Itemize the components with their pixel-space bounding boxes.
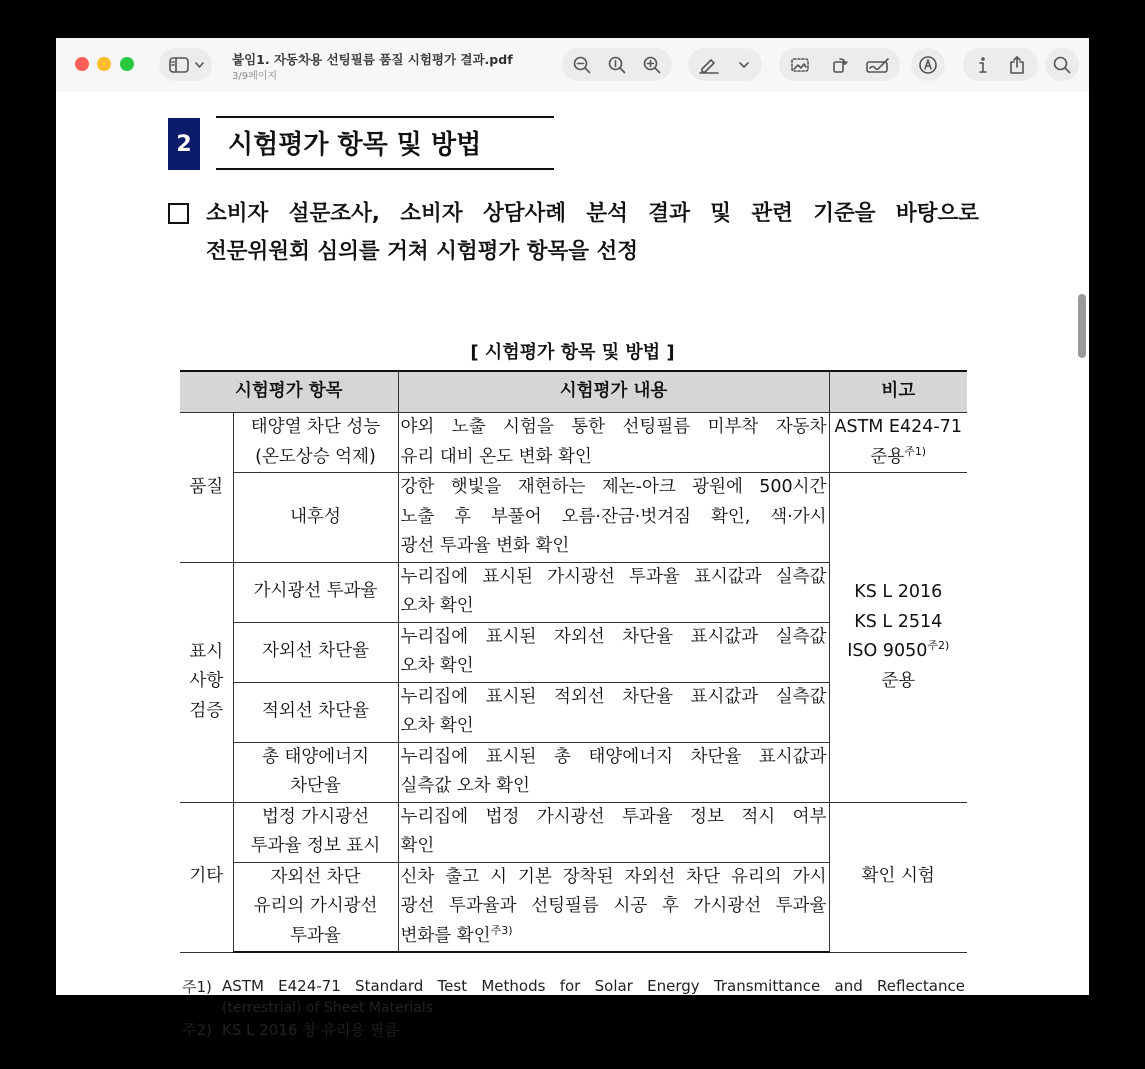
info-button[interactable] xyxy=(968,48,998,81)
content-cell: 누리집에 법정 가시광선 투과율 정보 적시 여부 확인 xyxy=(398,802,829,862)
footnote-continuation: (terrestrial) of Sheet Materials xyxy=(222,1000,433,1016)
scrollbar-thumb[interactable] xyxy=(1078,294,1086,358)
zoom-fit-button[interactable] xyxy=(602,48,632,81)
bullet-word: 분석 xyxy=(586,201,628,226)
section-number: 2 xyxy=(168,118,200,170)
highlight-menu-button[interactable] xyxy=(732,48,756,81)
zoom-fit-icon xyxy=(608,56,626,74)
bullet-word: 소비자 xyxy=(206,201,269,226)
bullet-word: 상담사례 xyxy=(482,201,567,226)
content-cell: 누리집에 표시된 자외선 차단율 표시값과 실측값 오차 확인 xyxy=(398,622,829,682)
bullet-word: 설문조사, xyxy=(288,201,380,226)
zoom-in-button[interactable] xyxy=(637,48,667,81)
bullet-word: 바탕으로 xyxy=(895,201,979,226)
footnotes xyxy=(182,976,965,1040)
chevron-down-icon xyxy=(739,62,749,68)
content-cell: 누리집에 표시된 총 태양에너지 차단율 표시값과 실측값 오차 확인 xyxy=(398,742,829,802)
highlight-button[interactable] xyxy=(694,48,724,81)
footnote-text: KS L 2016 창 유리용 필름 xyxy=(222,1021,399,1039)
group-label-verify: 표시 사항 검증 xyxy=(180,562,233,802)
item-cell: 내후성 xyxy=(233,473,398,563)
group-quality: 품질 xyxy=(180,413,233,563)
content-cell: 강한 햇빛을 재현하는 제논-아크 광원에 500시간 노출 후 부풀어 오름·잔금·벗겨짐 확인, 색·가시 광선 투과율 변화 확인 xyxy=(398,473,829,563)
fullscreen-button[interactable] xyxy=(120,57,134,71)
crop-button[interactable] xyxy=(785,48,815,81)
bullet-word: 결과 xyxy=(648,201,690,226)
remark-cell: KS L 2016 KS L 2514 ISO $9050^{주2)}$ 준용 xyxy=(829,473,967,803)
markup-icon xyxy=(913,48,943,81)
content-cell: 야외 노출 시험을 통한 선팅필름 미부착 자동차 유리 대비 온도 변화 확인 xyxy=(398,413,829,473)
pen-icon xyxy=(699,56,719,74)
item-cell: 가시광선 투과율 xyxy=(233,562,398,622)
info-icon xyxy=(976,56,990,74)
remark-cell: 확인 시험 xyxy=(829,802,967,952)
page-indicator: 3/9페이지 xyxy=(232,71,278,82)
content-cell: 누리집에 표시된 가시광선 투과율 표시값과 실측값 오차 확인 xyxy=(398,562,829,622)
sidebar-icon xyxy=(166,48,192,81)
zoom-out-icon xyxy=(573,56,591,74)
table-row xyxy=(180,473,967,563)
header-item: 시험평가 항목 xyxy=(180,371,398,413)
group-other: 기타 xyxy=(180,802,233,952)
bullet-word: 소비자 xyxy=(400,201,463,226)
section-title: 시험평가 항목 및 방법 xyxy=(216,116,554,170)
footnote-text: ASTM E424-71 Standard Test Methods for Solar Energy Transmittance and Reflectance xyxy=(222,977,965,995)
rotate-button[interactable] xyxy=(825,48,855,81)
item-cell: 총 태양에너지 차단율 xyxy=(233,742,398,802)
signature-button[interactable] xyxy=(862,48,894,81)
bullet-word: 기준을 xyxy=(813,201,876,226)
item-cell: 자외선 차단율 xyxy=(233,622,398,682)
title-bar xyxy=(56,38,1089,92)
bullet-word: 관련 xyxy=(751,201,793,226)
minimize-button[interactable] xyxy=(97,57,111,71)
header-content: 시험평가 내용 xyxy=(398,371,829,413)
close-button[interactable] xyxy=(75,57,89,71)
table-row xyxy=(180,413,967,473)
rotate-icon xyxy=(831,56,849,74)
signature-icon xyxy=(866,56,890,74)
vertical-scrollbar[interactable] xyxy=(1075,92,1087,995)
header-remark: 비고 xyxy=(829,371,967,413)
share-button[interactable] xyxy=(1002,48,1032,81)
item-cell: 적외선 차단율 xyxy=(233,682,398,742)
footnote-label: 주1) xyxy=(182,978,212,996)
chevron-down-icon xyxy=(192,48,206,81)
content-cell: 누리집에 표시된 적외선 차단율 표시값과 실측값 오차 확인 xyxy=(398,682,829,742)
content-cell: 신차 출고 시 기본 장착된 자외선 차단 유리의 가시 광선 투과율과 선팅필름 시공 후 가시광선 투과율 변화를 확인$^{주3)}$ xyxy=(398,862,829,952)
test-items-table xyxy=(180,370,967,953)
bullet-line-2: 전문위원회 심의를 거쳐 시험평가 항목을 선정 xyxy=(206,239,639,264)
search-icon xyxy=(1047,48,1077,81)
item-cell: 태양열 차단 성능 (온도상승 억제) xyxy=(233,413,398,473)
crop-image-icon xyxy=(790,56,810,74)
pdf-viewer-window xyxy=(56,38,1089,1039)
footnote-label: 주2) xyxy=(182,1021,212,1039)
zoom-in-icon xyxy=(643,56,661,74)
checkbox-bullet-icon xyxy=(168,203,189,224)
document-page[interactable] xyxy=(56,92,1089,1039)
table-header-row xyxy=(180,371,967,413)
document-title: 붙임1. 자동차용 선팅필름 품질 시험평가 결과.pdf xyxy=(232,52,513,67)
remark-cell: ASTM E424-71 준용$^{주1)}$ xyxy=(829,413,967,473)
table-caption: [ 시험평가 항목 및 방법 ] xyxy=(470,342,675,363)
item-cell: 법정 가시광선 투과율 정보 표시 xyxy=(233,802,398,862)
bullet-word: 및 xyxy=(710,201,731,226)
share-icon xyxy=(1008,55,1026,75)
bullet-line-1 xyxy=(206,196,979,227)
zoom-out-button[interactable] xyxy=(567,48,597,81)
item-cell: 자외선 차단 유리의 가시광선 투과율 xyxy=(233,862,398,952)
table-row xyxy=(180,802,967,862)
